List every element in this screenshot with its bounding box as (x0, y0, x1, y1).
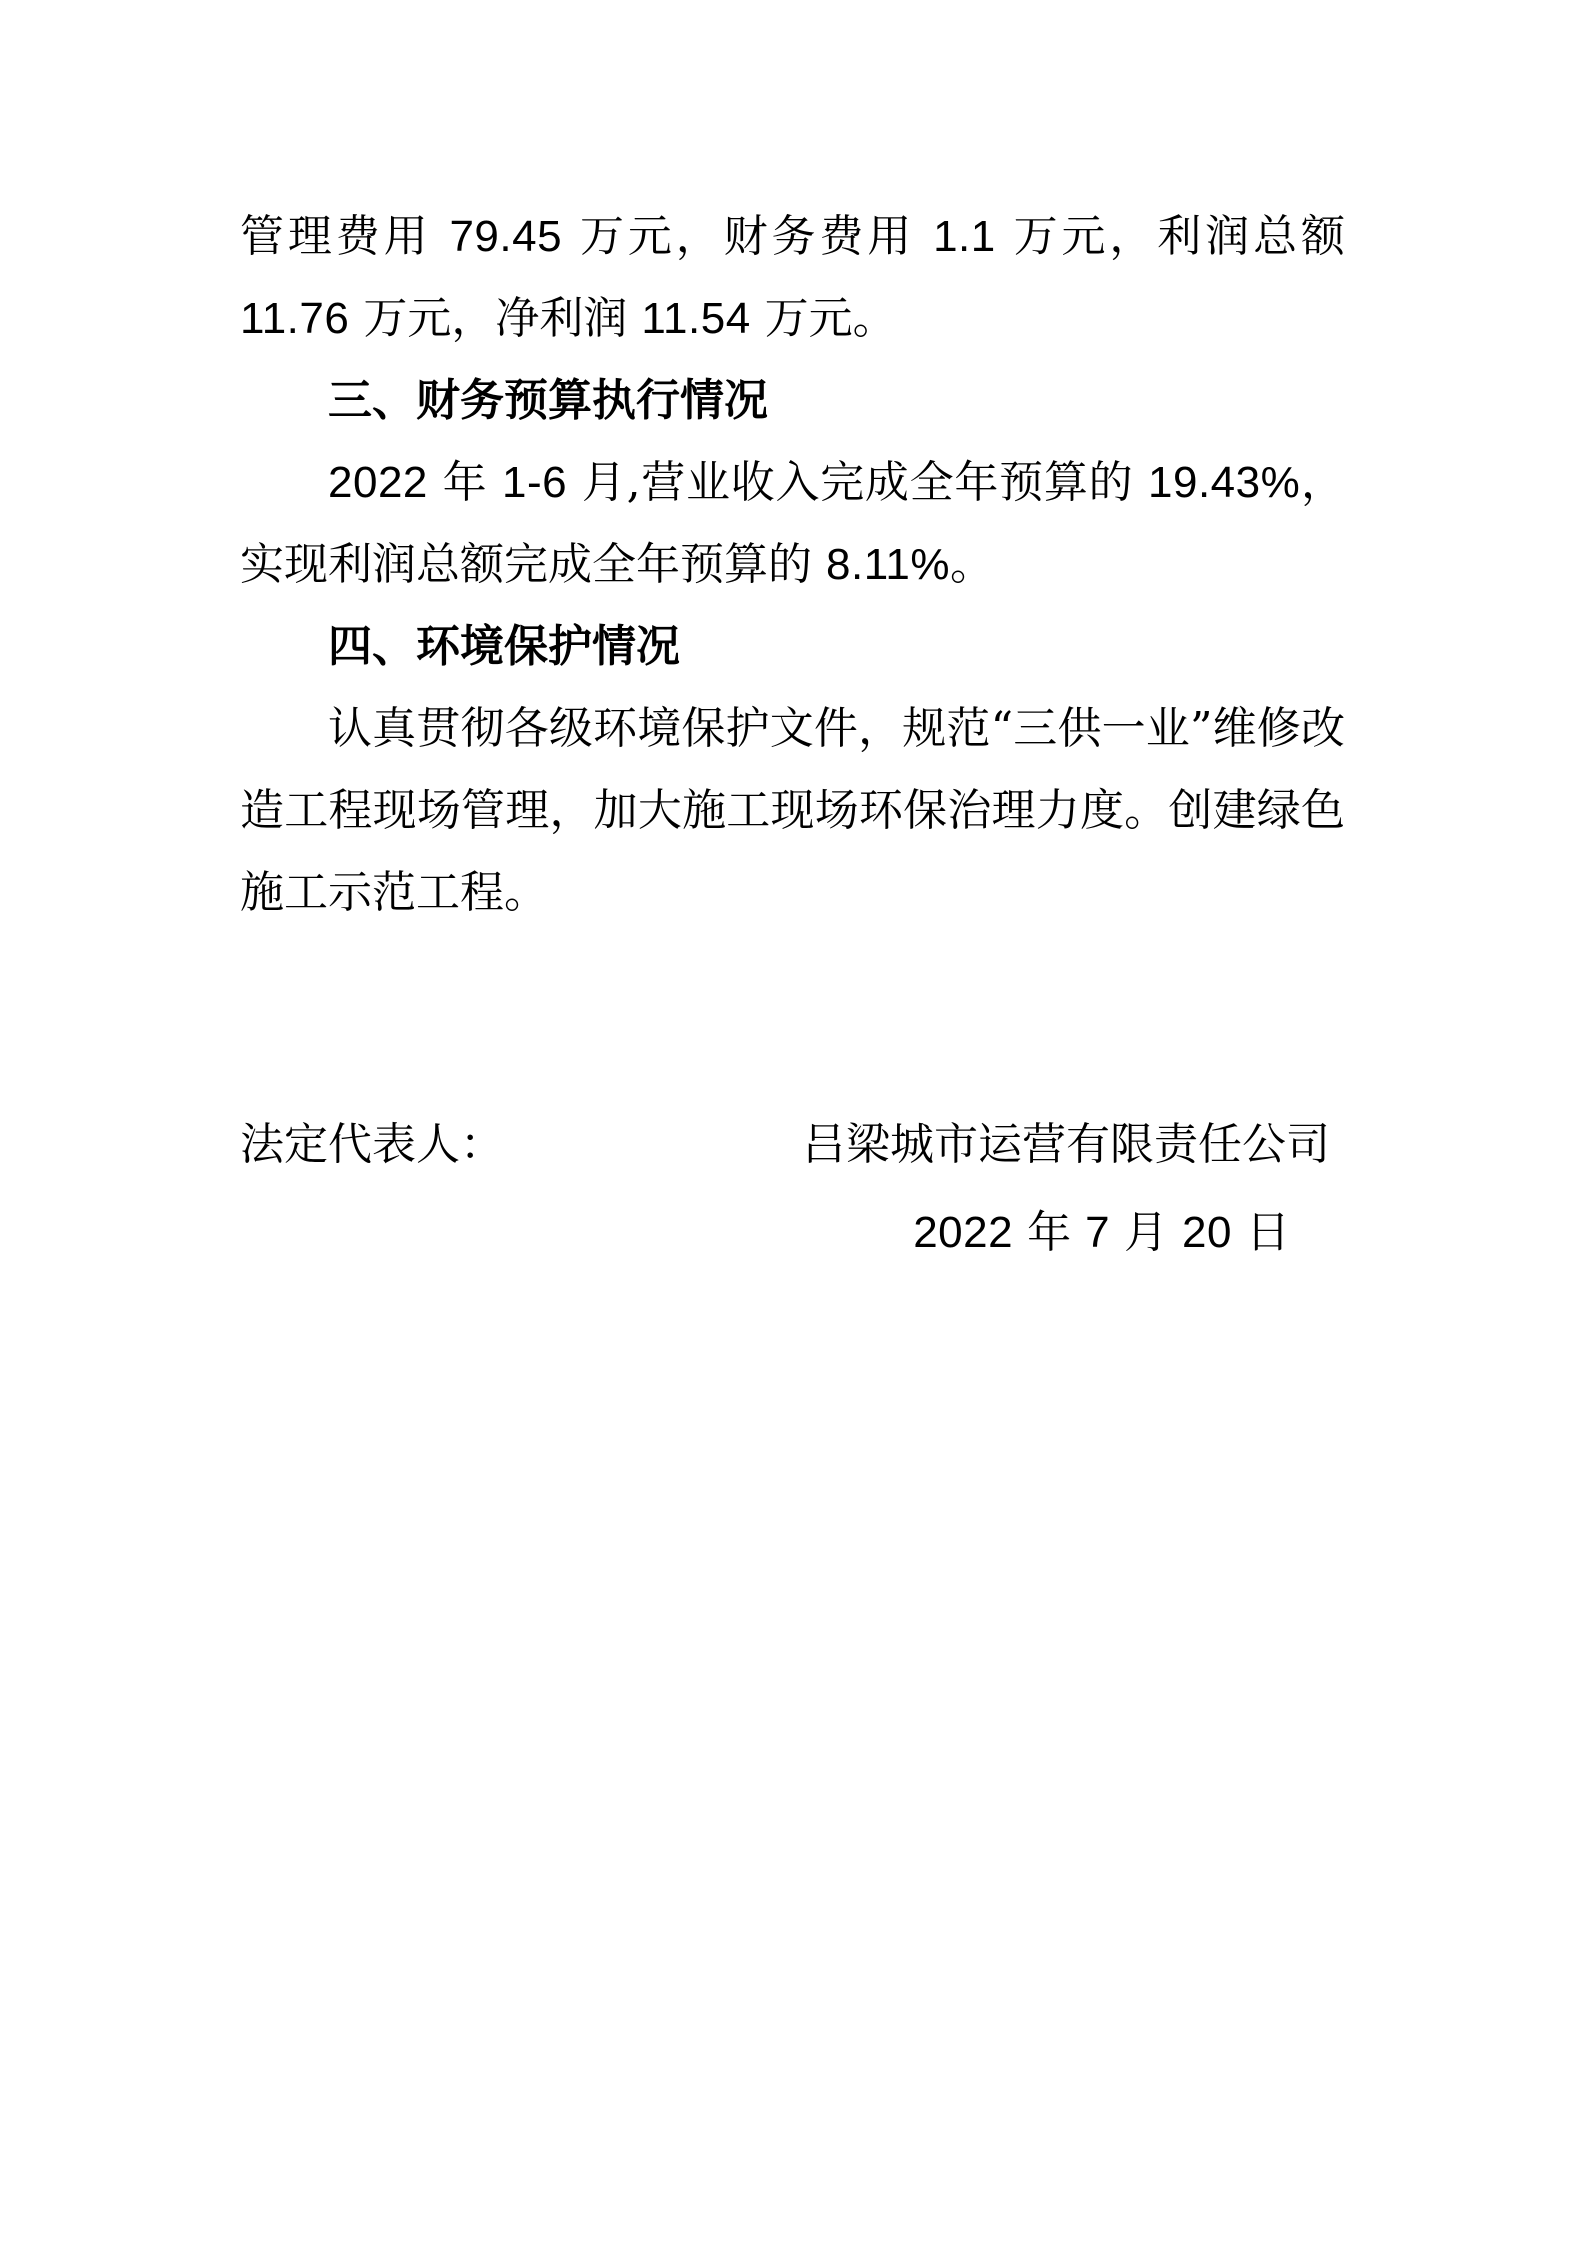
cjk-text: ，实现利润总额完成全年预算的 (240, 457, 1345, 590)
cjk-text: 管理费用 (240, 211, 450, 262)
signature-row (240, 1104, 1345, 1186)
cjk-text: 月,营业收入完成全年预算的 (567, 457, 1149, 508)
paragraph-budget-execution (240, 442, 1345, 606)
cjk-text: 万元。 (750, 293, 897, 344)
numeric-text: 20 (1182, 1208, 1232, 1257)
numeric-text: 8.11% (826, 540, 950, 589)
numeric-text: 2022 (913, 1208, 1014, 1257)
numeric-text: 2022 (328, 458, 428, 507)
document-date (240, 1192, 1345, 1274)
cjk-text: 月 (1110, 1207, 1183, 1258)
numeric-text: 11.54 (641, 294, 751, 343)
numeric-text: 79.45 (449, 212, 563, 261)
section-heading-3-budget-execution: 三、财务预算执行情况 (328, 375, 768, 426)
cjk-text: 万元，财务费用 (562, 211, 934, 262)
cjk-text: 认真贯彻各级环境保护文件，规范“三供一业”维修改造工程现场管理，加大施工现场环保治理力度。创建绿色施工示范工程。 (240, 703, 1345, 918)
numeric-text: 1.1 (933, 212, 996, 261)
cjk-text: 万元，净利润 (349, 293, 642, 344)
cjk-text: 年 (427, 457, 503, 508)
cjk-text: 万元，利润总额 (995, 211, 1345, 262)
legal-representative-label: 法定代表人： (240, 1119, 504, 1170)
paragraph-environment-protection (240, 688, 1345, 934)
numeric-text: 11.76 (240, 294, 350, 343)
cjk-text: 年 (1013, 1207, 1086, 1258)
section-heading-4-environment: 四、环境保护情况 (328, 621, 680, 672)
numeric-text: 19.43% (1148, 458, 1301, 507)
cjk-text: 日 (1232, 1207, 1290, 1258)
paragraph-expenses-continuation (240, 196, 1345, 360)
company-name: 吕梁城市运营有限责任公司 (802, 1119, 1330, 1170)
cjk-text: 。 (950, 539, 994, 590)
numeric-text: 7 (1085, 1208, 1111, 1257)
numeric-text: 1-6 (502, 458, 568, 507)
